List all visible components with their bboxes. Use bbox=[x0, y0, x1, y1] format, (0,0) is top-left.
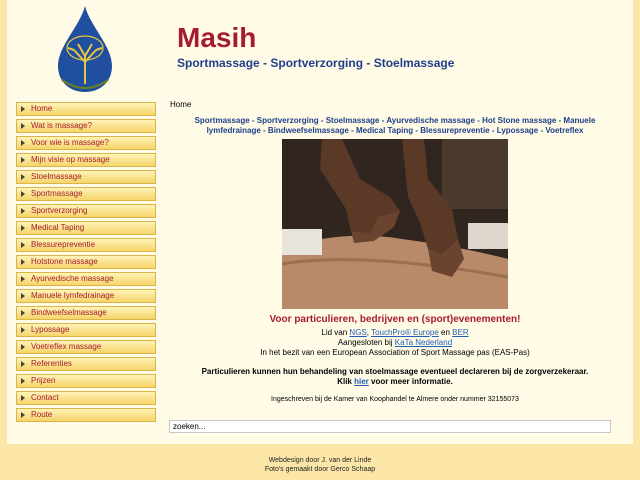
arrow-right-icon bbox=[21, 344, 25, 350]
nav-item-hotstone[interactable]: Hotstone massage bbox=[16, 255, 156, 269]
more-info-link[interactable]: hier bbox=[354, 377, 369, 386]
nav-item-home[interactable]: Home bbox=[16, 102, 156, 116]
headline: Voor particulieren, bedrijven en (sport)evenementen! bbox=[269, 314, 521, 325]
arrow-right-icon bbox=[21, 395, 25, 401]
arrow-right-icon bbox=[21, 174, 25, 180]
membership-info: Lid van NGS, TouchPro® Europe en BER Aangesloten bij KaTa Nederland In het bezit van een European Association of Sport Massage pas (EAS-Pas) bbox=[180, 328, 610, 358]
arrow-right-icon bbox=[21, 157, 25, 163]
nav-item-sportmassage[interactable]: Sportmassage bbox=[16, 187, 156, 201]
arrow-right-icon bbox=[21, 361, 25, 367]
breadcrumb: Home bbox=[170, 100, 192, 109]
kvk-registration: Ingeschreven bij de Kamer van Koophandel te Almere onder nummer 32155073 bbox=[271, 396, 519, 403]
nav-item-blessurepreventie[interactable]: Blessurepreventie bbox=[16, 238, 156, 252]
declaration-info: Particulieren kunnen hun behandeling van stoelmassage eventueel declareren bij de zorgverzekeraar. Klik hier voor meer informatie. bbox=[201, 367, 589, 386]
arrow-right-icon bbox=[21, 259, 25, 265]
nav-item-referenties[interactable]: Referenties bbox=[16, 357, 156, 371]
arrow-right-icon bbox=[21, 140, 25, 146]
ber-link[interactable]: BER bbox=[452, 328, 469, 337]
nav-item-ayurvedische[interactable]: Ayurvedische massage bbox=[16, 272, 156, 286]
arrow-right-icon bbox=[21, 412, 25, 418]
nav-item-stoelmassage[interactable]: Stoelmassage bbox=[16, 170, 156, 184]
arrow-right-icon bbox=[21, 123, 25, 129]
arrow-right-icon bbox=[21, 225, 25, 231]
arrow-right-icon bbox=[21, 208, 25, 214]
site-title: Masih bbox=[177, 22, 257, 53]
arrow-right-icon bbox=[21, 327, 25, 333]
nav-item-lymfedrainage[interactable]: Manuele lymfedrainage bbox=[16, 289, 156, 303]
nav-item-prijzen[interactable]: Prijzen bbox=[16, 374, 156, 388]
arrow-right-icon bbox=[21, 106, 25, 112]
search-input[interactable] bbox=[169, 420, 611, 433]
site-subtitle: Sportmassage - Sportverzorging - Stoelmassage bbox=[177, 56, 455, 70]
footer bbox=[0, 456, 640, 474]
footer-photos: Foto's gemaakt door Gerco Schaap bbox=[264, 466, 376, 473]
eas-text: In het bezit van een European Association of Sport Massage pas (EAS-Pas) bbox=[260, 348, 530, 357]
nav-item-route[interactable]: Route bbox=[16, 408, 156, 422]
arrow-right-icon bbox=[21, 310, 25, 316]
nav-item-contact[interactable]: Contact bbox=[16, 391, 156, 405]
arrow-right-icon bbox=[21, 242, 25, 248]
nav-item-voetreflex[interactable]: Voetreflex massage bbox=[16, 340, 156, 354]
service-links-line-1[interactable]: Sportmassage - Sportverzorging - Stoelmassage - Ayurvedische massage - Hot Stone massage - Manuele bbox=[194, 116, 596, 125]
touchpro-link[interactable]: TouchPro® Europe bbox=[371, 328, 439, 337]
arrow-right-icon bbox=[21, 276, 25, 282]
arrow-right-icon bbox=[21, 191, 25, 197]
footer-webdesign: Webdesign door J. van der Linde bbox=[268, 457, 372, 464]
nav-item-sportverzorging[interactable]: Sportverzorging bbox=[16, 204, 156, 218]
nav-item-mijn-visie[interactable]: Mijn visie op massage bbox=[16, 153, 156, 167]
kata-link[interactable]: KaTa Nederland bbox=[394, 338, 453, 347]
nav-item-medical-taping[interactable]: Medical Taping bbox=[16, 221, 156, 235]
nav-item-wat-is-massage[interactable]: Wat is massage? bbox=[16, 119, 156, 133]
ngs-link[interactable]: NGS bbox=[349, 328, 367, 337]
nav-item-lypossage[interactable]: Lypossage bbox=[16, 323, 156, 337]
arrow-right-icon bbox=[21, 378, 25, 384]
service-links-line-2[interactable]: lymfedrainage - Bindweefselmassage - Medical Taping - Blessurepreventie - Lypossage - Voetreflex bbox=[206, 126, 584, 135]
water-drop-tree-logo[interactable] bbox=[52, 4, 118, 94]
arrow-right-icon bbox=[21, 293, 25, 299]
nav-item-voor-wie[interactable]: Voor wie is massage? bbox=[16, 136, 156, 150]
service-links[interactable] bbox=[180, 116, 610, 136]
massage-photo bbox=[282, 139, 508, 309]
nav-item-bindweefsel[interactable]: Bindweefselmassage bbox=[16, 306, 156, 320]
sidebar-nav bbox=[16, 102, 156, 425]
